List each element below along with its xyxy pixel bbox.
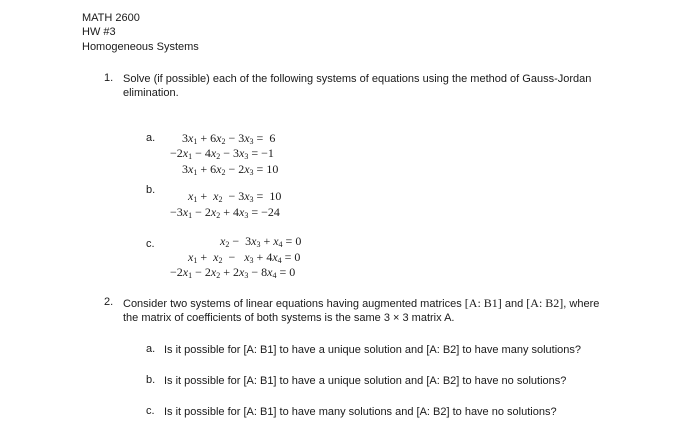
problem-2-text-pre: Consider two systems of linear equations having augmented matrices	[123, 298, 462, 310]
system-c-eq3: $-2x_1 - 2x_2 + 2x_3 - 8x_4 = 0$	[170, 265, 296, 280]
problem-2-text-line2: the matrix of coefficients of both systems is the same 3 × 3 matrix A.	[123, 312, 455, 324]
system-b-eq2: $-3x_1 - 2x_2 + 4x_3 = -24$	[170, 205, 280, 220]
problem-2-text	[123, 296, 683, 325]
problem-2-number: 2.	[104, 296, 114, 308]
problem-1-text	[123, 72, 643, 100]
system-a-label: a.	[146, 132, 156, 144]
question-b-text: Is it possible for [A: B1] to have a unique solution and [A: B2] to have no solutions?	[164, 375, 567, 387]
matrix-a-b1: [A: B1]	[464, 296, 502, 310]
question-a-label: a.	[146, 343, 156, 355]
question-a-text: Is it possible for [A: B1] to have a unique solution and [A: B2] to have many solutions?	[164, 344, 582, 356]
problem-2-text-post: , where	[563, 298, 600, 310]
system-c-eq1: $x_2 - 3x_3 + x_4 = 0$	[220, 234, 302, 249]
system-b-eq1: $x_1 + x_2 - 3x_3 = 10$	[188, 189, 282, 204]
system-c-eq2: $x_1 + x_2 - x_3 + 4x_4 = 0$	[188, 250, 301, 265]
course-title: MATH 2600	[82, 12, 140, 24]
topic-title: Homogeneous Systems	[82, 41, 199, 53]
problem-1-number: 1.	[104, 72, 114, 84]
question-c-label: c.	[146, 405, 155, 417]
question-c-text: Is it possible for [A: B1] to have many solutions and [A: B2] to have no solutions?	[164, 406, 557, 418]
problem-1-text-line1: Solve (if possible) each of the following systems of equations using the method of Gauss-Jordan	[123, 73, 592, 85]
problem-1-text-line2: elimination.	[123, 87, 179, 99]
problem-2-text-line1	[123, 296, 683, 311]
system-c-label: c.	[146, 238, 155, 250]
system-a-eq3: $3x_1 + 6x_2 - 2x_3 = 10$	[182, 162, 279, 177]
system-b-label: b.	[146, 184, 156, 196]
system-a-eq1: $3x_1 + 6x_2 - 3x_3 = 6$	[182, 131, 276, 146]
homework-number: HW #3	[82, 26, 116, 38]
matrix-a-b2: [A: B2]	[526, 296, 564, 310]
question-b-label: b.	[146, 374, 156, 386]
problem-2-text-and: and	[504, 298, 524, 310]
system-a-eq2: $-2x_1 - 4x_2 - 3x_3 = -1$	[170, 146, 274, 161]
